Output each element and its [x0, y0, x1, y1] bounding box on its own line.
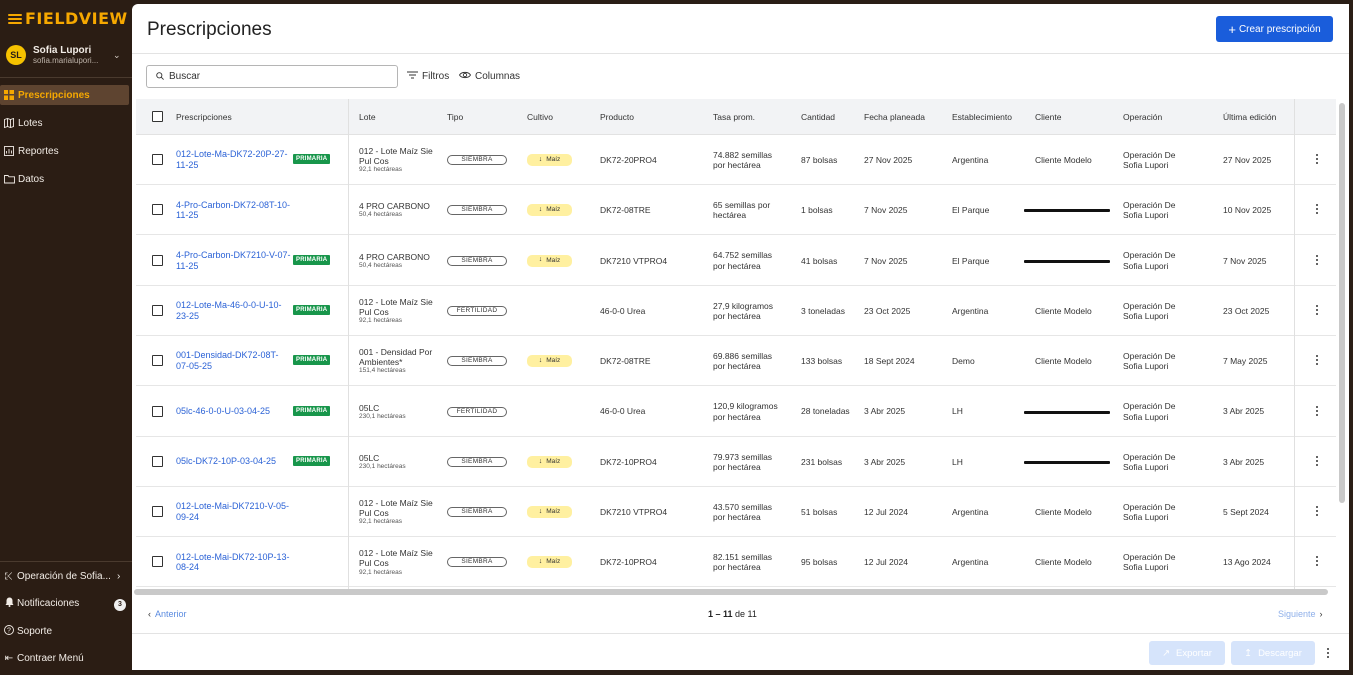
prescriptions-table: [136, 99, 1346, 589]
operacion-cell: Operación De Sofia Lupori: [1123, 401, 1176, 422]
next-page-label: Siguiente: [1278, 609, 1316, 619]
help-icon: [3, 625, 15, 638]
more-options-icon[interactable]: [1315, 305, 1319, 315]
more-options-icon[interactable]: [1315, 456, 1319, 466]
more-options-icon[interactable]: [1315, 204, 1319, 214]
type-badge: SIEMBRA: [447, 507, 507, 517]
tipo-cell: [447, 387, 507, 437]
chevron-left-icon: ‹: [148, 609, 151, 619]
tasa-cell: 74.882 semillas por hectárea: [713, 149, 773, 170]
tipo-cell: [447, 336, 507, 386]
row-checkbox[interactable]: [152, 406, 163, 417]
establecimiento-cell: Argentina: [952, 305, 989, 316]
sidebar-item-soporte[interactable]: [0, 621, 132, 641]
sidebar-item-label: Operación de Sofia...: [17, 570, 111, 582]
more-options-icon[interactable]: [1315, 255, 1319, 265]
column-header[interactable]: Última edición: [1223, 112, 1277, 122]
lote-area: 92,1 hectáreas: [359, 166, 403, 174]
logo-text: FIELDVIEW: [25, 9, 128, 28]
lote-name: 001 - Densidad Por Ambientes*: [359, 347, 433, 368]
lote-area: 92,1 hectáreas: [359, 568, 403, 576]
fecha-cell: 7 Nov 2025: [864, 255, 908, 266]
lote-cell: [359, 437, 437, 487]
cantidad-cell: 231 bolsas: [801, 456, 843, 467]
crop-label: Maíz: [546, 256, 561, 264]
crop-badge: [527, 355, 572, 367]
column-header[interactable]: Cultivo: [527, 112, 553, 122]
table-row[interactable]: [136, 437, 1336, 487]
tasa-cell: 79.973 semillas por hectárea: [713, 451, 773, 472]
cultivo-cell: [527, 336, 572, 386]
page-title: Prescripciones: [147, 19, 272, 40]
ultima-edicion-cell: 5 Sept 2024: [1223, 507, 1269, 517]
crop-label: Maíz: [546, 357, 561, 365]
logo-mark-icon: [8, 12, 22, 26]
lote-cell: [359, 387, 437, 437]
crop-badge: [527, 154, 572, 166]
fecha-cell: 3 Abr 2025: [864, 406, 906, 417]
select-all-checkbox[interactable]: [152, 111, 163, 122]
column-header[interactable]: Operación: [1123, 112, 1163, 122]
type-badge: SIEMBRA: [447, 256, 507, 266]
table-row[interactable]: [136, 236, 1336, 286]
prev-page-button[interactable]: [148, 609, 187, 619]
download-icon: ↥: [1244, 647, 1253, 659]
cliente-cell: Cliente Modelo: [1035, 305, 1092, 316]
avatar: SL: [6, 45, 26, 65]
columns-button[interactable]: [459, 70, 520, 82]
more-options-icon[interactable]: [1315, 406, 1319, 416]
filters-label: Filtros: [422, 70, 450, 82]
lote-area: 151,4 hectáreas: [359, 367, 406, 375]
chevron-right-icon: ›: [116, 570, 121, 582]
prescription-link[interactable]: 05lc-46-0-0-U-03-04-25: [176, 406, 271, 417]
tasa-cell: 27,9 kilogramos por hectárea: [713, 300, 774, 321]
column-header[interactable]: Establecimiento: [952, 112, 1013, 122]
crop-badge: [527, 456, 572, 468]
type-badge: SIEMBRA: [447, 155, 507, 165]
sidebar-item-lotes[interactable]: [0, 113, 129, 133]
table-row[interactable]: [136, 135, 1336, 185]
sidebar-item-label: Lotes: [18, 117, 43, 129]
page-total-label: de 11: [735, 609, 757, 619]
ultima-edicion-cell: 3 Abr 2025: [1223, 406, 1265, 417]
sidebar-nav: [0, 85, 132, 197]
cantidad-cell: 95 bolsas: [801, 557, 838, 568]
page-range-value: 1 – 11: [708, 609, 733, 619]
fecha-cell: 18 Sept 2024: [864, 356, 915, 367]
prescription-name-cell: [176, 487, 291, 537]
prescription-link[interactable]: 012-Lote-Mai-DK72-10P-13-08-24: [176, 551, 290, 573]
ultima-edicion-cell: 3 Abr 2025: [1223, 456, 1265, 467]
horizontal-scrollbar[interactable]: [134, 589, 1328, 595]
type-badge: SIEMBRA: [447, 356, 507, 366]
tipo-cell: [447, 487, 507, 537]
operacion-cell: Operación De Sofia Lupori: [1123, 351, 1176, 372]
row-checkbox[interactable]: [152, 255, 163, 266]
tasa-cell: 43.570 semillas por hectárea: [713, 501, 773, 523]
cantidad-cell: 3 toneladas: [801, 305, 845, 316]
crop-label: Maíz: [546, 558, 561, 566]
tipo-cell: [447, 236, 507, 286]
primary-badge: PRIMARIA: [293, 255, 330, 265]
plus-icon: +: [1228, 21, 1236, 37]
crop-badge: [527, 506, 572, 518]
cliente-cell: Cliente Modelo: [1035, 507, 1092, 517]
primary-badge: PRIMARIA: [293, 406, 330, 416]
type-badge: FERTILIDAD: [447, 407, 507, 417]
crop-badge: [527, 255, 572, 267]
column-divider: [1294, 99, 1295, 589]
redacted-client: [1024, 209, 1110, 212]
fieldview-logo[interactable]: [8, 9, 128, 28]
primary-badge: PRIMARIA: [293, 456, 330, 466]
producto-cell: 46-0-0 Urea: [600, 305, 646, 316]
cultivo-cell: [527, 487, 572, 537]
row-checkbox[interactable]: [152, 204, 163, 215]
sidebar-divider: [0, 561, 132, 562]
eye-icon: [459, 70, 471, 82]
lote-name: 05LC: [359, 452, 380, 463]
filter-icon: [407, 70, 418, 82]
lote-area: 92,1 hectáreas: [359, 518, 403, 526]
more-options-icon[interactable]: [1315, 355, 1319, 365]
prescription-link[interactable]: 001-Densidad-DK72-08T-07-05-25: [176, 350, 279, 372]
search-input[interactable]: [146, 65, 398, 88]
columns-label: Columnas: [475, 70, 521, 82]
lote-name: 012 - Lote Maíz Sie Pul Cos: [359, 145, 433, 167]
producto-cell: DK7210 VTPRO4: [600, 507, 668, 517]
producto-cell: DK72-08TRE: [600, 205, 651, 216]
fecha-cell: 12 Jul 2024: [864, 507, 908, 517]
download-label: Descargar: [1258, 647, 1302, 659]
sidebar-item-label: Datos: [18, 173, 45, 185]
column-divider: [348, 99, 349, 589]
producto-cell: DK72-10PRO4: [600, 557, 657, 568]
operacion-cell: Operación De Sofia Lupori: [1123, 552, 1176, 573]
row-checkbox[interactable]: [152, 556, 163, 567]
footer-divider: [132, 633, 1349, 634]
column-header[interactable]: Fecha planeada: [864, 112, 925, 122]
cultivo-cell: [527, 437, 572, 487]
primary-badge: PRIMARIA: [293, 355, 330, 365]
column-header[interactable]: Prescripciones: [176, 112, 232, 122]
producto-cell: DK7210 VTPRO4: [600, 255, 668, 266]
lote-cell: [359, 135, 437, 185]
lote-cell: [359, 286, 437, 336]
operacion-cell: Operación De Sofia Lupori: [1123, 250, 1176, 271]
corn-icon: ↓: [538, 558, 543, 566]
tasa-cell: 65 semillas por hectárea: [713, 200, 771, 221]
svg-text:?: ?: [7, 627, 11, 634]
tipo-cell: [447, 135, 507, 185]
table-row[interactable]: [136, 537, 1336, 587]
cultivo-cell: [527, 135, 572, 185]
operacion-cell: Operación De Sofia Lupori: [1123, 451, 1176, 472]
sidebar-item-label: Contraer Menú: [17, 653, 84, 664]
crop-label: Maíz: [546, 206, 561, 214]
table-row[interactable]: [136, 286, 1336, 336]
notification-count-badge: 3: [114, 599, 126, 611]
row-checkbox[interactable]: [152, 305, 163, 316]
cliente-cell: Cliente Modelo: [1035, 356, 1092, 367]
column-header[interactable]: Cantidad: [801, 112, 836, 122]
producto-cell: DK72-20PRO4: [600, 154, 657, 165]
export-button[interactable]: [1149, 641, 1225, 665]
corn-icon: ↓: [538, 256, 543, 264]
create-prescription-label: Crear prescripción: [1238, 23, 1321, 35]
search-icon: [156, 72, 164, 82]
column-header[interactable]: Tipo: [447, 112, 464, 122]
download-button[interactable]: [1231, 641, 1315, 665]
prescription-link[interactable]: 012-Lote-Ma-46-0-0-U-10-23-25: [176, 300, 282, 321]
lote-area: 50,4 hectáreas: [359, 211, 403, 219]
table-row[interactable]: [136, 487, 1336, 537]
producto-cell: DK72-10PRO4: [600, 456, 657, 467]
page-range: [708, 609, 757, 619]
prescription-name-cell: [176, 236, 291, 286]
search-placeholder: Buscar: [169, 71, 201, 82]
redacted-client: [1024, 461, 1110, 464]
row-checkbox[interactable]: [152, 456, 163, 467]
main-panel: [132, 4, 1349, 670]
sidebar-item-notificaciones[interactable]: [0, 594, 132, 614]
chevron-down-icon: ⌄: [113, 49, 121, 60]
establecimiento-cell: LH: [952, 406, 963, 417]
type-badge: SIEMBRA: [447, 457, 507, 467]
more-options-icon[interactable]: [1326, 648, 1330, 658]
tasa-cell: 120,9 kilogramos por hectárea: [713, 401, 778, 422]
bell-icon: [3, 597, 15, 610]
lote-cell: [359, 487, 437, 537]
table-row[interactable]: [136, 185, 1336, 235]
prescription-name-cell: [176, 135, 291, 185]
folder-icon: [3, 173, 15, 185]
fecha-cell: 12 Jul 2024: [864, 557, 908, 568]
cantidad-cell: 133 bolsas: [801, 356, 843, 367]
lote-name: 012 - Lote Maíz Sie Pul Cos: [359, 498, 433, 519]
column-header[interactable]: Cliente: [1035, 112, 1062, 122]
type-badge: SIEMBRA: [447, 205, 507, 215]
lote-name: 012 - Lote Maíz Sie Pul Cos: [359, 548, 433, 569]
ultima-edicion-cell: 23 Oct 2025: [1223, 305, 1270, 316]
corn-icon: ↓: [538, 507, 543, 515]
corn-icon: ↓: [538, 206, 543, 214]
cantidad-cell: 51 bolsas: [801, 507, 838, 517]
export-icon: ↗: [1162, 647, 1171, 659]
type-badge: FERTILIDAD: [447, 306, 507, 316]
create-prescription-button[interactable]: [1216, 16, 1333, 42]
user-menu[interactable]: [6, 42, 128, 68]
lote-cell: [359, 236, 437, 286]
prescription-link[interactable]: 4-Pro-Carbon-DK7210-V-07-11-25: [176, 249, 291, 271]
sidebar-divider: [0, 77, 132, 78]
tasa-cell: 64.752 semillas por hectárea: [713, 250, 773, 271]
producto-cell: 46-0-0 Urea: [600, 406, 646, 417]
more-options-icon[interactable]: [1315, 556, 1319, 566]
prescription-link[interactable]: 012-Lote-Ma-DK72-20P-27-11-25: [176, 149, 288, 170]
prescription-name-cell: [176, 537, 291, 587]
lote-area: 230,1 hectáreas: [359, 462, 406, 470]
sidebar-bottom-nav: [0, 566, 132, 675]
table-header: [136, 99, 1336, 135]
ultima-edicion-cell: 7 May 2025: [1223, 356, 1268, 367]
more-options-icon[interactable]: [1315, 154, 1319, 164]
establecimiento-cell: Argentina: [952, 507, 989, 517]
tipo-cell: [447, 185, 507, 235]
sidebar-item-prescripciones[interactable]: [0, 85, 129, 105]
report-icon: [3, 145, 15, 157]
table-row[interactable]: [136, 387, 1336, 437]
crop-label: Maíz: [546, 457, 561, 465]
sidebar-item-label: Soporte: [17, 625, 53, 637]
user-name: Sofia Lupori: [33, 45, 92, 56]
primary-badge: PRIMARIA: [293, 305, 330, 315]
sidebar-item-label: Prescripciones: [18, 89, 90, 101]
operacion-cell: Operación De Sofia Lupori: [1123, 501, 1176, 523]
collapse-icon: ⇤: [4, 653, 14, 664]
cultivo-cell: [527, 185, 572, 235]
lote-name: 4 PRO CARBONO: [359, 251, 430, 262]
row-checkbox[interactable]: [152, 506, 163, 517]
fecha-cell: 7 Nov 2025: [864, 205, 908, 216]
tipo-cell: [447, 286, 507, 336]
chevron-right-icon: ›: [1319, 609, 1323, 619]
cantidad-cell: 1 bolsas: [801, 205, 833, 216]
ultima-edicion-cell: 13 Ago 2024: [1223, 557, 1271, 568]
prescription-name-cell: [176, 387, 291, 437]
ultima-edicion-cell: 10 Nov 2025: [1223, 205, 1272, 216]
fecha-cell: 3 Abr 2025: [864, 456, 906, 467]
corn-icon: ↓: [538, 356, 543, 364]
tipo-cell: [447, 537, 507, 587]
crop-badge: [527, 556, 572, 568]
vertical-scrollbar[interactable]: [1339, 103, 1345, 503]
cantidad-cell: 28 toneladas: [801, 406, 850, 417]
lote-name: 012 - Lote Maíz Sie Pul Cos: [359, 296, 433, 317]
redacted-client: [1024, 411, 1110, 414]
establecimiento-cell: Argentina: [952, 557, 989, 568]
sidebar: [0, 0, 132, 675]
crop-label: Maíz: [546, 156, 561, 164]
row-checkbox[interactable]: [152, 355, 163, 366]
prescription-name-cell: [176, 185, 291, 235]
prescription-link[interactable]: 4-Pro-Carbon-DK72-08T-10-11-25: [176, 199, 291, 221]
establecimiento-cell: LH: [952, 456, 963, 467]
lote-cell: [359, 537, 437, 587]
ultima-edicion-cell: 27 Nov 2025: [1223, 154, 1272, 165]
ultima-edicion-cell: 7 Nov 2025: [1223, 255, 1267, 266]
type-badge: SIEMBRA: [447, 557, 507, 567]
row-checkbox[interactable]: [152, 154, 163, 165]
establecimiento-cell: El Parque: [952, 255, 990, 266]
lote-area: 50,4 hectáreas: [359, 261, 403, 269]
establecimiento-cell: El Parque: [952, 205, 990, 216]
map-icon: [3, 117, 15, 129]
fecha-cell: 27 Nov 2025: [864, 154, 913, 165]
corn-icon: ↓: [538, 457, 543, 465]
lote-name: 05LC: [359, 402, 380, 413]
cultivo-cell: [527, 236, 572, 286]
operacion-cell: Operación De Sofia Lupori: [1123, 200, 1176, 221]
next-page-button[interactable]: [1278, 609, 1323, 619]
establecimiento-cell: Argentina: [952, 154, 989, 165]
cantidad-cell: 87 bolsas: [801, 154, 838, 165]
user-email: sofia.marialupori...: [33, 56, 99, 65]
filters-button[interactable]: [407, 70, 449, 82]
prescription-link[interactable]: 012-Lote-Mai-DK7210-V-05-09-24: [176, 501, 290, 523]
sidebar-item-datos[interactable]: [0, 169, 129, 189]
more-options-icon[interactable]: [1315, 506, 1319, 516]
tasa-cell: 82.151 semillas por hectárea: [713, 552, 773, 573]
header-divider: [132, 53, 1349, 54]
redacted-client: [1024, 260, 1110, 263]
table-row[interactable]: [136, 336, 1336, 386]
operacion-cell: Operación De Sofia Lupori: [1123, 300, 1176, 321]
prescription-link[interactable]: 05lc-DK72-10P-03-04-25: [176, 456, 277, 467]
column-header[interactable]: Tasa prom.: [713, 112, 756, 122]
lote-cell: [359, 185, 437, 235]
fecha-cell: 23 Oct 2025: [864, 305, 911, 316]
primary-badge: PRIMARIA: [293, 154, 330, 164]
prev-page-label: Anterior: [155, 609, 187, 619]
grid-icon: [3, 89, 15, 101]
operation-icon: ⤪: [5, 570, 13, 582]
cliente-cell: Cliente Modelo: [1035, 154, 1092, 165]
export-label: Exportar: [1176, 647, 1212, 659]
lote-area: 230,1 hectáreas: [359, 412, 406, 420]
cultivo-cell: [527, 537, 572, 587]
lote-name: 4 PRO CARBONO: [359, 201, 430, 212]
prescription-name-cell: [176, 286, 291, 336]
producto-cell: DK72-08TRE: [600, 356, 651, 367]
sidebar-item-contraer[interactable]: [0, 649, 132, 669]
lote-area: 92,1 hectáreas: [359, 317, 403, 325]
tasa-cell: 69.886 semillas por hectárea: [713, 351, 773, 372]
tipo-cell: [447, 437, 507, 487]
sidebar-item-operation[interactable]: [0, 566, 132, 586]
prescription-name-cell: [176, 437, 291, 487]
establecimiento-cell: Demo: [952, 356, 975, 367]
operacion-cell: Operación De Sofia Lupori: [1123, 149, 1176, 170]
sidebar-item-label: Reportes: [18, 145, 59, 157]
sidebar-item-reportes[interactable]: [0, 141, 129, 161]
lote-cell: [359, 336, 437, 386]
prescription-name-cell: [176, 336, 291, 386]
column-header[interactable]: Producto: [600, 112, 635, 122]
column-header[interactable]: Lote: [359, 112, 376, 122]
corn-icon: ↓: [538, 155, 543, 163]
sidebar-item-label: Notificaciones: [17, 598, 80, 609]
cliente-cell: Cliente Modelo: [1035, 557, 1092, 568]
cantidad-cell: 41 bolsas: [801, 255, 838, 266]
crop-label: Maíz: [546, 508, 561, 516]
crop-badge: [527, 204, 572, 216]
